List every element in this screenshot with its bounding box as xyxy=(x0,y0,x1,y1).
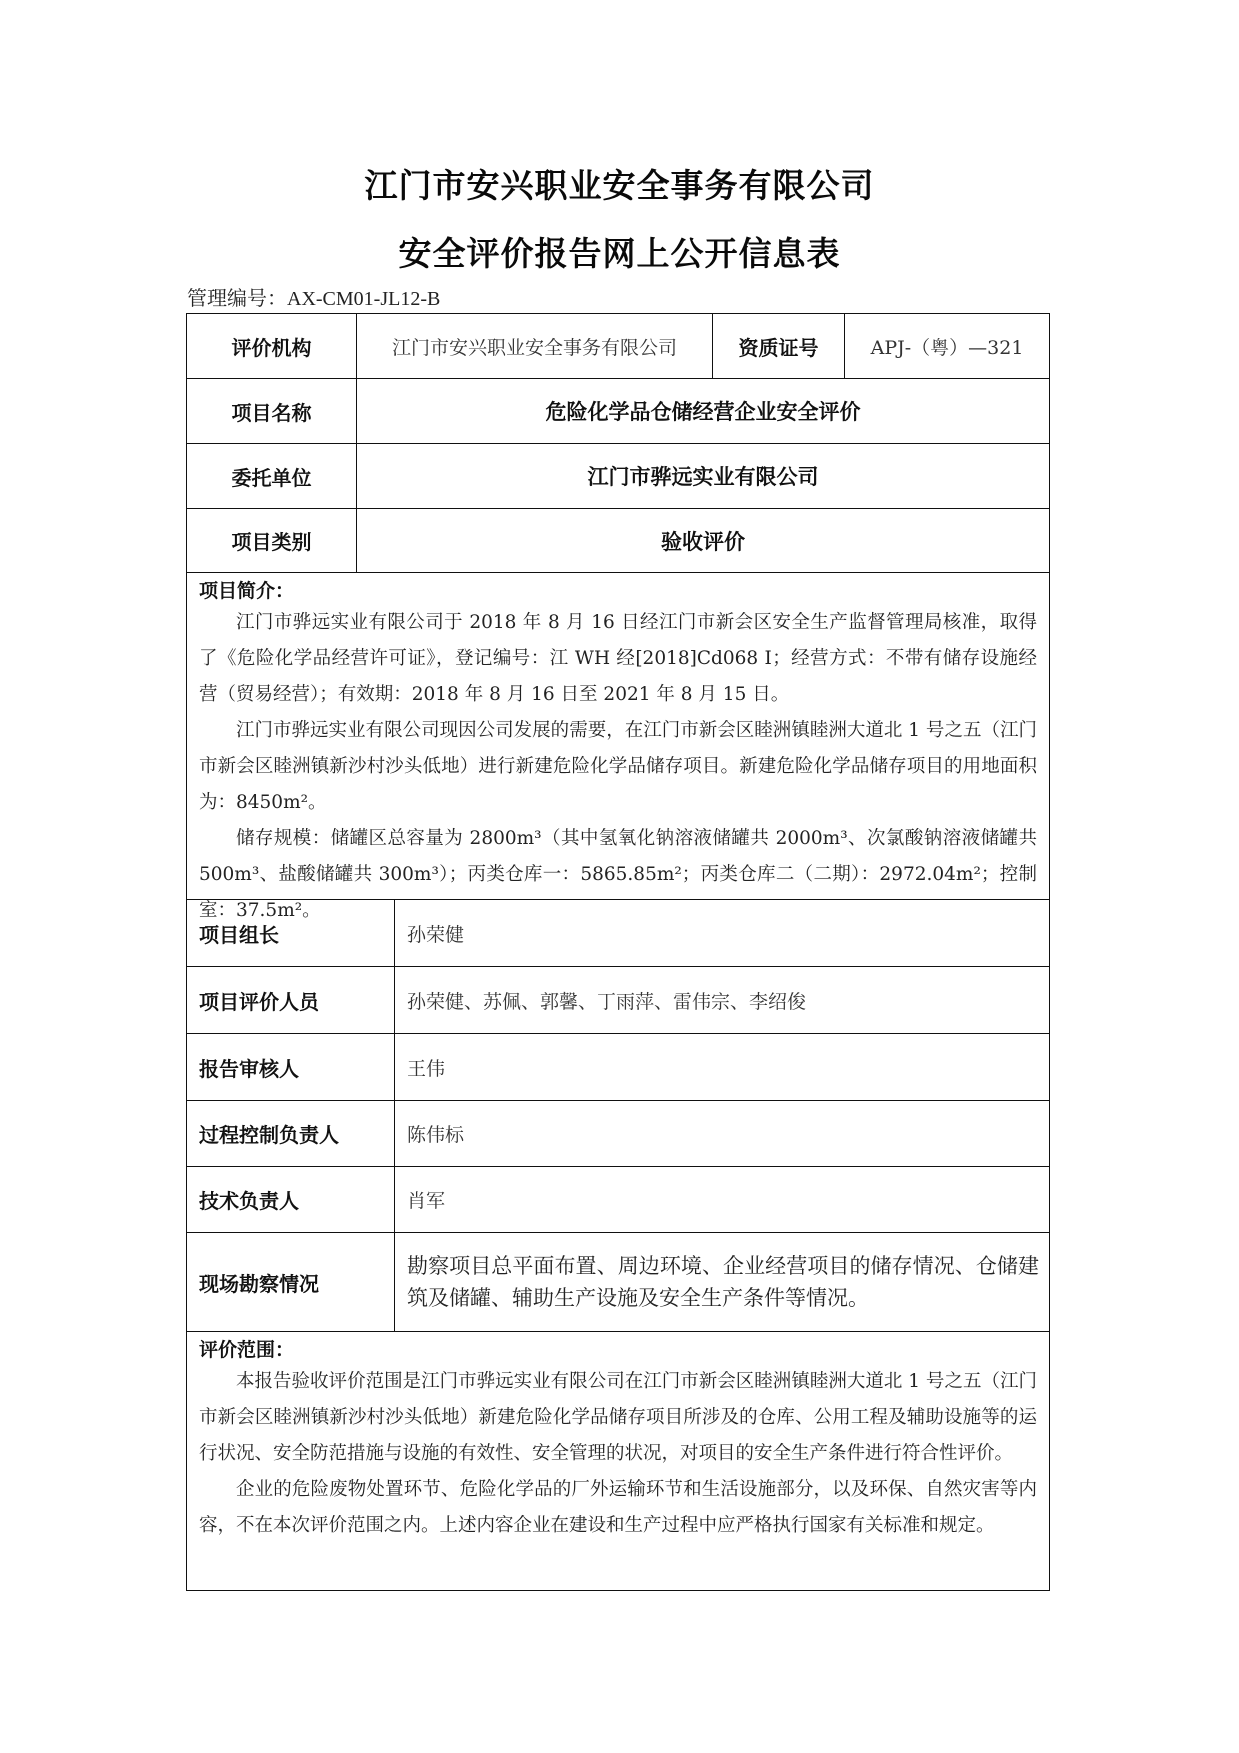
row-client xyxy=(187,444,1049,509)
process-control-label: 过程控制负责人 xyxy=(187,1101,395,1166)
process-control-value: 陈伟标 xyxy=(407,1124,465,1146)
site-survey-label: 现场勘察情况 xyxy=(187,1233,395,1331)
row-reviewer xyxy=(187,1034,1049,1101)
team-leader-value: 孙荣健 xyxy=(407,923,465,946)
technical-lead-value: 肖军 xyxy=(407,1190,446,1212)
team-leader-label: 项目组长 xyxy=(187,900,395,966)
scope-paragraph: 企业的危险废物处置环节、危险化学品的厂外运输环节和生活设施部分，以及环保、自然灾害等内容，不在本次评价范围之内。上述内容企业在建设和生产过程中应严格执行国家有关标准和规定。 xyxy=(199,1479,1037,1536)
row-site-survey xyxy=(187,1233,1049,1332)
evaluators-label: 项目评价人员 xyxy=(187,967,395,1033)
technical-lead-label: 技术负责人 xyxy=(187,1167,395,1232)
intro-title: 项目简介： xyxy=(199,580,295,602)
project-name-label: 项目名称 xyxy=(187,379,357,443)
management-code: 管理编号：AX-CM01-JL12-B xyxy=(187,288,441,310)
category-label: 项目类别 xyxy=(187,509,357,572)
intro-paragraph: 储存规模：储罐区总容量为 2800m³（其中氢氧化钠溶液储罐共 2000m³、次氯酸钠溶液储罐共 500m³、盐酸储罐共 300m³）；丙类仓库一：5865.85m²；丙类仓库二（二期）：2972.04m²；控制室：37.5m²。 xyxy=(199,828,1037,921)
row-project-name xyxy=(187,379,1049,444)
company-title: 江门市安兴职业安全事务有限公司 xyxy=(364,166,875,205)
row-technical-lead xyxy=(187,1167,1049,1233)
intro-paragraph: 江门市骅远实业有限公司于 2018 年 8 月 16 日经江门市新会区安全生产监督管理局核准，取得了《危险化学品经营许可证》，登记编号：江 WH 经[2018]Cd068 Ⅰ；经营方式：不带有储存设施经营（贸易经营）；有效期：2018 年 8 月 16 日至 2021 年 8 月 15 日。 xyxy=(199,612,1037,705)
row-evaluators xyxy=(187,967,1049,1034)
project-name-value: 危险化学品仓储经营企业安全评价 xyxy=(545,400,861,424)
category-value: 验收评价 xyxy=(661,529,745,554)
site-survey-value: 勘察项目总平面布置、周边环境、企业经营项目的储存情况、仓储建筑及储罐、辅助生产设施及安全生产条件等情况。 xyxy=(407,1254,1039,1310)
reviewer-value: 王伟 xyxy=(407,1057,446,1080)
reviewer-label: 报告审核人 xyxy=(187,1034,395,1100)
qual-label: 资质证号 xyxy=(713,314,845,378)
row-team-leader xyxy=(187,900,1049,967)
intro-section xyxy=(187,573,1049,921)
client-label: 委托单位 xyxy=(187,444,357,508)
scope-title: 评价范围： xyxy=(199,1339,295,1361)
scope-section xyxy=(187,1332,1049,1544)
row-category xyxy=(187,509,1049,573)
qual-value: APJ-（粤）—321 xyxy=(870,336,1024,359)
client-value: 江门市骅远实业有限公司 xyxy=(587,465,819,489)
evaluators-value: 孙荣健、苏佩、郭馨、丁雨萍、雷伟宗、李绍俊 xyxy=(407,990,807,1013)
intro-paragraph: 江门市骅远实业有限公司现因公司发展的需要，在江门市新会区睦洲镇睦洲大道北 1 号之五（江门市新会区睦洲镇新沙村沙头低地）进行新建危险化学品储存项目。新建危险化学品储存项目的用地面积为：8450m²。 xyxy=(199,720,1037,813)
org-label: 评价机构 xyxy=(187,314,357,378)
org-value: 江门市安兴职业安全事务有限公司 xyxy=(357,314,713,378)
info-table xyxy=(186,313,1050,1591)
form-title: 安全评价报告网上公开信息表 xyxy=(398,234,841,273)
row-process-control xyxy=(187,1101,1049,1167)
row-org xyxy=(187,314,1049,379)
scope-paragraph: 本报告验收评价范围是江门市骅远实业有限公司在江门市新会区睦洲镇睦洲大道北 1 号之五（江门市新会区睦洲镇新沙村沙头低地）新建危险化学品储存项目所涉及的仓库、公用工程及辅助设施等的运行状况、安全防范措施与设施的有效性、安全管理的状况，对项目的安全生产条件进行符合性评价。 xyxy=(199,1371,1037,1464)
